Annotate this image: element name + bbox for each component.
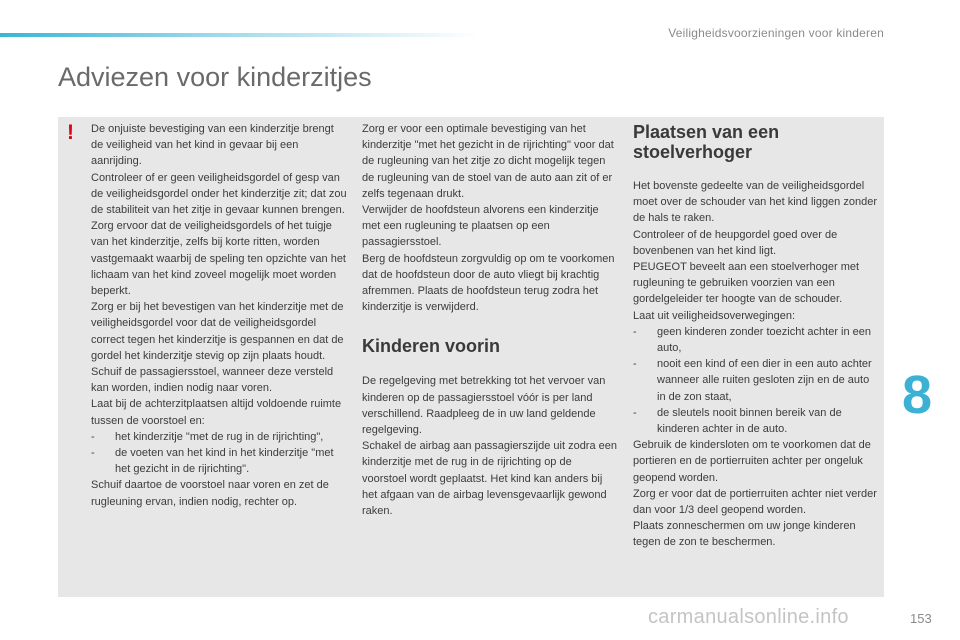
list-item <box>91 445 347 477</box>
list-item <box>633 356 879 405</box>
list-item-text: de sleutels nooit binnen bereik van de kinderen achter in de auto. <box>657 406 842 436</box>
paragraph: Verwijder de hoofdsteun alvorens een kinderzitje met een rugleuning te plaatsen op een passagiersstoel. <box>362 204 599 249</box>
dash-bullet: - <box>633 358 637 371</box>
list-item <box>633 405 879 437</box>
dash-bullet: - <box>633 325 637 338</box>
list-item-text: nooit een kind of een dier in een auto achter wanneer alle ruiten gesloten zijn en de auto in de zon staat, <box>657 358 872 403</box>
paragraph: Zorg er bij het bevestigen van het kinderzitje met de veiligheidsgordel voor dat de veiligheidsgordel correct tegen het kinderzitje is gespannen en dat de gordel het kinderzitje stevig op zijn plaats houdt. Schuif de passagiersstoel, wanneer deze versteld kan worden, indien nodig naar voren. <box>91 301 344 395</box>
paragraph: Zorg er voor een optimale bevestiging van het kinderzitje "met het gezicht in de rijrichting" voor dat de rugleuning van het zitje zo dicht mogelijk tegen de rugleuning van de stoel van de auto aan zit of er zelfs tegenaan drukt. <box>362 123 614 200</box>
section-title: Veiligheidsvoorzieningen voor kinderen <box>668 26 884 40</box>
paragraph: Het bovenste gedeelte van de veiligheidsgordel moet over de schouder van het kind liggen zonder de hals te raken. <box>633 180 877 225</box>
paragraph: Schuif daartoe de voorstoel naar voren en zet de rugleuning ervan, indien nodig, rechter op. <box>91 479 329 508</box>
paragraph: De onjuiste bevestiging van een kinderzitje brengt de veiligheid van het kind in gevaar bij een aanrijding. <box>91 123 334 168</box>
column-booster-seat <box>633 121 879 551</box>
paragraph: Controleer of de heupgordel goed over de bovenbenen van het kind ligt. <box>633 228 838 257</box>
column-seat-and-front <box>362 121 618 519</box>
header-accent-bar <box>0 33 480 37</box>
heading-kinderen-voorin: Kinderen voorin <box>362 336 501 357</box>
list-item <box>633 324 879 356</box>
paragraph: PEUGEOT beveelt aan een stoelverhoger met rugleuning te gebruiken voorzien van een gordelgeleider ter hoogte van de schouder. <box>633 261 860 306</box>
watermark: carmanualsonline.info <box>648 606 849 628</box>
paragraph: Berg de hoofdsteun zorgvuldig op om te voorkomen dat de hoofdsteun door de auto vliegt bij krachtig afremmen. Plaats de hoofdsteun terug zodra het kinderzitje is verwijderd. <box>362 252 615 314</box>
list-item-text: geen kinderen zonder toezicht achter in een auto, <box>657 325 872 355</box>
warning-icon: ! <box>67 121 74 144</box>
paragraph: Schakel de airbag aan passagierszijde uit zodra een kinderzitje met de rug in de rijrichting op de voorstoel wordt geplaatst. Het kind kan anders bij het afgaan van de airbag levensgevaarlijk gewond raken. <box>362 440 617 518</box>
paragraph: Laat uit veiligheidsoverwegingen: <box>633 309 796 322</box>
paragraph: De regelgeving met betrekking tot het vervoer van kinderen op de passagiersstoel vóór is per land verschillend. Raadpleeg de in uw land geldende regelgeving. <box>362 375 606 437</box>
column-warning-advice <box>91 121 347 510</box>
paragraph: Zorg er voor dat de portierruiten achter niet verder dan voor 1/3 deel geopend worden. <box>633 487 877 517</box>
heading-stoelverhoger: Plaatsen van een stoelverhoger <box>633 122 780 162</box>
list-item-text: de voeten van het kind in het kinderzitje "met het gezicht in de rijrichting". <box>115 447 334 476</box>
dash-bullet: - <box>633 406 637 419</box>
dash-bullet: - <box>91 430 95 443</box>
dash-bullet: - <box>91 447 95 460</box>
paragraph: Plaats zonneschermen om uw jonge kinderen tegen de zon te beschermen. <box>633 520 856 549</box>
page-title: Adviezen voor kinderzitjes <box>58 62 372 92</box>
paragraph: Zorg ervoor dat de veiligheidsgordels of het tuigje van het kinderzitje, zelfs bij korte ritten, worden vastgemaakt waarbij de speling ten opzichte van het lichaam van het kind zoveel mogelijk moet worden beperkt. <box>91 220 346 298</box>
paragraph: Controleer of er geen veiligheidsgordel of gesp van de veiligheidsgordel onder het kinderzitje zit; dat zou de stabiliteit van het zitje in gevaar kunnen brengen. <box>91 171 347 217</box>
list-item-text: het kinderzitje "met de rug in de rijrichting", <box>115 430 324 443</box>
paragraph: Gebruik de kindersloten om te voorkomen dat de portieren en de portierruiten achter per ongeluk geopend worden. <box>633 439 871 484</box>
chapter-number: 8 <box>902 365 933 425</box>
page-number: 153 <box>910 611 932 626</box>
list-item <box>91 429 347 445</box>
paragraph: Laat bij de achterzitplaatsen altijd voldoende ruimte tussen de voorstoel en: <box>91 398 342 427</box>
